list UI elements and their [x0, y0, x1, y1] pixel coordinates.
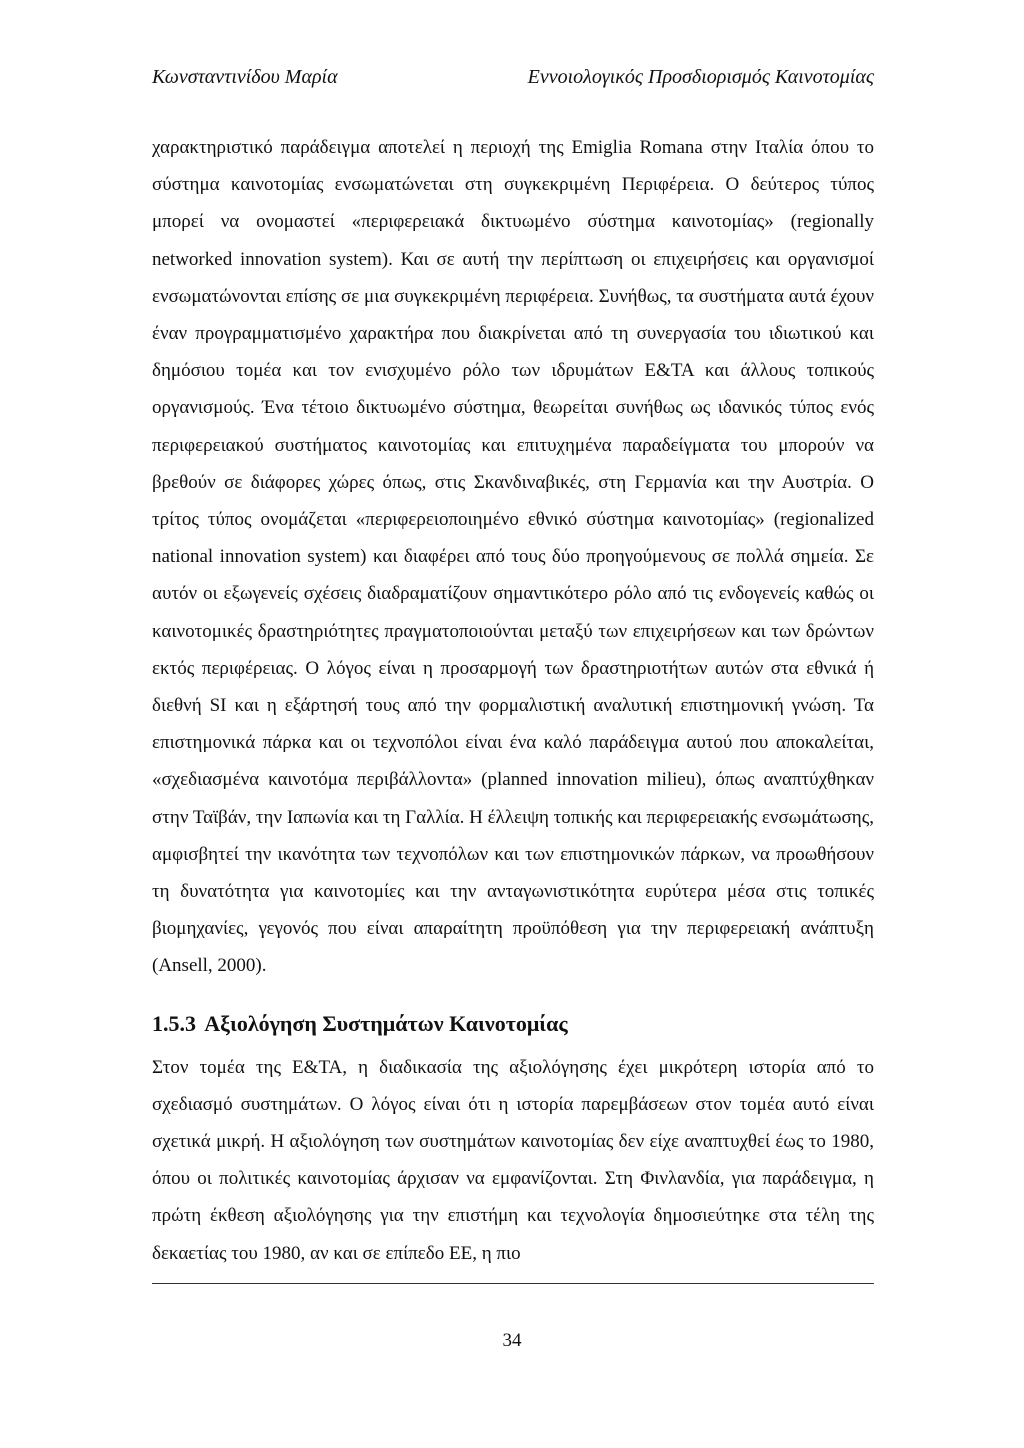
section-number: 1.5.3	[152, 1010, 196, 1036]
section-heading	[152, 1009, 874, 1039]
footer-divider	[152, 1283, 874, 1284]
paragraph: Στον τομέα της Ε&ΤΑ, η διαδικασία της αξιολόγησης έχει μικρότερη ιστορία από το σχεδιασμό συστημάτων. Ο λόγος είναι ότι η ιστορία παρεμβάσεων στον τομέα αυτό είναι σχετικά μικρή. Η αξιολόγηση των συστημάτων καινοτομίας δεν είχε αναπτυχθεί έως το 1980, όπου οι πολιτικές καινοτομίας άρχισαν να εμφανίζονται. Στη Φινλανδία, για παράδειγμα, η πρώτη έκθεση αξιολόγησης για την επιστήμη και τεχνολογία δημοσιεύτηκε στα τέλη της δεκαετίας του 1980, αν και σε επίπεδο ΕΕ, η πιο	[152, 1056, 874, 1264]
section-title: Αξιολόγηση Συστημάτων Καινοτομίας	[204, 1010, 568, 1036]
header-author: Κωνσταντινίδου Μαρία	[152, 66, 338, 88]
body-text	[152, 129, 874, 1272]
header-title: Εννοιολογικός Προσδιορισμός Καινοτομίας	[527, 66, 874, 88]
paragraph: χαρακτηριστικό παράδειγμα αποτελεί η περιοχή της Emiglia Romana στην Ιταλία όπου το σύστημα καινοτομίας ενσωματώνεται στη συγκεκριμένη Περιφέρεια. Ο δεύτερος τύπος μπορεί να ονομαστεί «περιφερειακά δικτυωμένο σύστημα καινοτομίας» (regionally networked innovation system). Και σε αυτή την περίπτωση οι επιχειρήσεις και οργανισμοί ενσωματώνονται επίσης σε μια συγκεκριμένη περιφέρεια. Συνήθως, τα συστήματα αυτά έχουν έναν προγραμματισμένο χαρακτήρα που διακρίνεται από τη συνεργασία του ιδιωτικού και δημόσιου τομέα και τον ενισχυμένο ρόλο των ιδρυμάτων Ε&ΤΑ και άλλους τοπικούς οργανισμούς. Ένα τέτοιο δικτυωμένο σύστημα, θεωρείται συνήθως ως ιδανικός τύπος ενός περιφερειακού συστήματος καινοτομίας και επιτυχημένα παραδείγματα του μπορούν να βρεθούν σε διάφορες χώρες όπως, στις Σκανδιναβικές, στη Γερμανία και την Αυστρία. Ο τρίτος τύπος ονομάζεται «περιφερειοποιημένο εθνικό σύστημα καινοτομίας» (regionalized national innovation system) και διαφέρει από τους δύο προηγούμενους σε πολλά σημεία. Σε αυτόν οι εξωγενείς σχέσεις διαδραματίζουν σημαντικότερο ρόλο από τις ενδογενείς καθώς οι καινοτομικές δραστηριότητες πραγματοποιούνται μεταξύ των επιχειρήσεων και των δρώντων εκτός περιφέρειας. Ο λόγος είναι η προσαρμογή των δραστηριοτήτων αυτών στα εθνικά ή διεθνή SI και η εξάρτησή τους από την φορμαλιστική αναλυτική επιστημονική γνώση. Τα επιστημονικά πάρκα και οι τεχνοπόλοι είναι ένα καλό παράδειγμα αυτού που αποκαλείται, «σχεδιασμένα καινοτόμα περιβάλλοντα» (planned innovation milieu), όπως αναπτύχθηκαν στην Ταϊβάν, την Ιαπωνία και τη Γαλλία. Η έλλειψη τοπικής και περιφερειακής ενσωμάτωσης, αμφισβητεί την ικανότητα των τεχνοπόλων και των επιστημονικών πάρκων, να προωθήσουν τη δυνατότητα για καινοτομίες και την ανταγωνιστικότητα ευρύτερα μέσα στις τοπικές βιομηχανίες, γεγονός που είναι απαραίτητη προϋπόθεση για την περιφερειακή ανάπτυξη (Ansell, 2000).	[152, 137, 874, 977]
page-number: 34	[502, 1330, 522, 1351]
running-header	[152, 66, 874, 96]
